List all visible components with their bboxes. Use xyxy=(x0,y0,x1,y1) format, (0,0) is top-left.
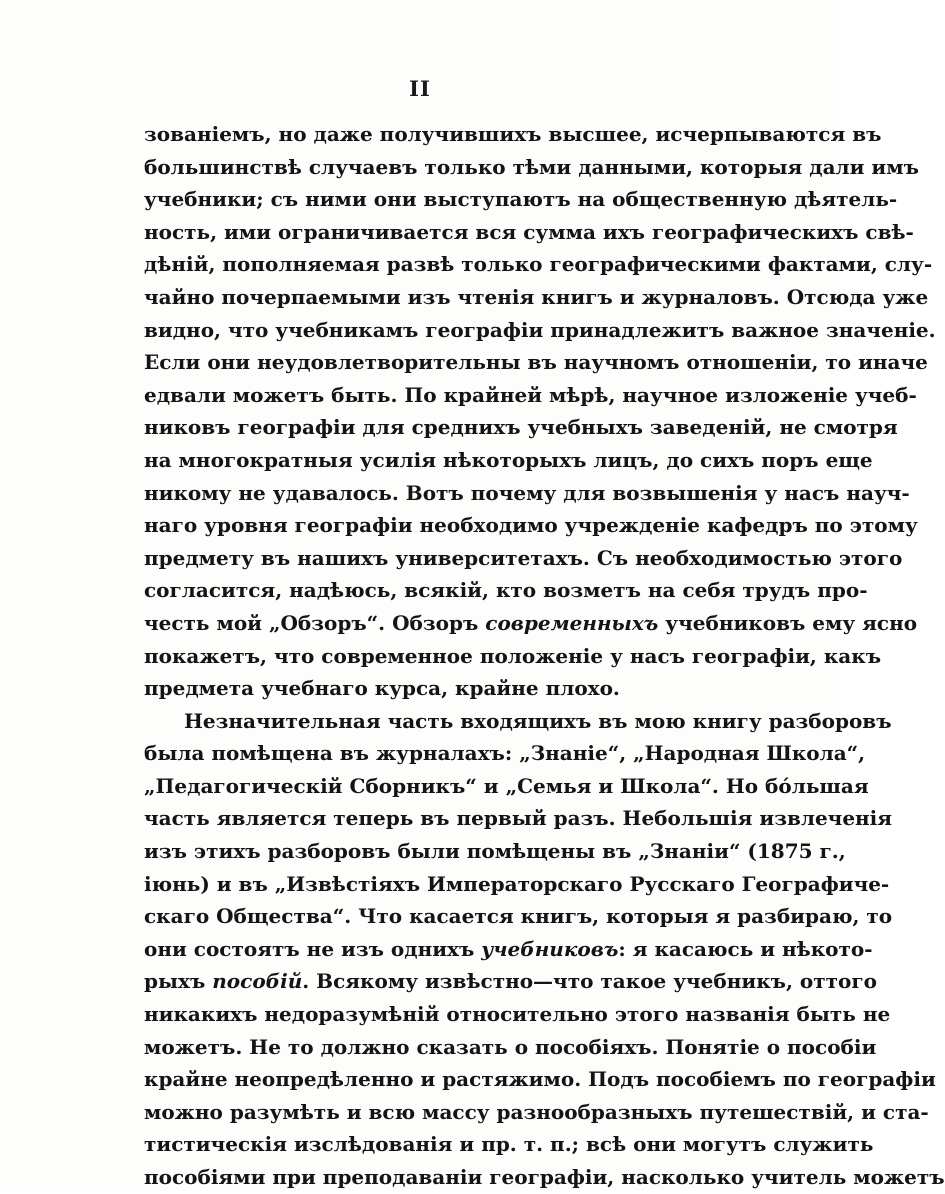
text-line xyxy=(144,1031,877,1064)
text-run: покажетъ, что современное положеніе у насъ географіи, какъ xyxy=(144,643,882,668)
text-line xyxy=(144,542,903,575)
text-run: іюнь) и въ „Извѣстіяхъ Императорскаго Русскаго Географиче- xyxy=(144,871,890,896)
text-run: крайне неопредѣленно и растяжимо. Подъ пособіемъ по географіи xyxy=(144,1067,936,1092)
text-line xyxy=(144,705,892,738)
text-run: никакихъ недоразумѣній относительно этого названія быть не xyxy=(144,1002,891,1027)
text-line xyxy=(144,1096,929,1129)
text-line xyxy=(144,1128,874,1161)
text-run: предмета учебнаго курса, крайне плохо. xyxy=(144,676,620,701)
text-run: они состоятъ не изъ однихъ xyxy=(144,936,482,961)
italic-text: пособій xyxy=(212,969,303,994)
text-line xyxy=(144,574,868,607)
text-run: на многократныя усилія нѣкоторыхъ лицъ, до сихъ поръ еще xyxy=(144,447,873,472)
text-run: честь мой „Обзоръ“. Обзоръ xyxy=(144,610,486,635)
text-run: Если они неудовлетворительны въ научномъ отношеніи, то иначе xyxy=(144,350,928,375)
text-run: . Всякому извѣстно—что такое учебникъ, оттого xyxy=(302,969,877,994)
text-line xyxy=(144,672,756,705)
text-line xyxy=(144,314,936,347)
text-run: пособіями при преподаваніи географіи, насколько учитель можетъ xyxy=(144,1165,945,1189)
text-line xyxy=(144,151,919,184)
paragraph xyxy=(144,705,945,1194)
text-line xyxy=(144,477,910,510)
text-run: тистическія изслѣдованія и пр. т. п.; всѣ они могутъ служить xyxy=(144,1132,874,1157)
text-run: никовъ географіи для среднихъ учебныхъ заведеній, не смотря xyxy=(144,415,898,440)
text-line xyxy=(144,1161,945,1194)
text-line xyxy=(144,281,929,314)
text-run: : я касаюсь и нѣкото- xyxy=(618,936,873,961)
text-run: можетъ. Не то должно сказать о пособіяхъ. Понятіе о пособіи xyxy=(144,1034,877,1059)
text-run: „Педагогическій Сборникъ“ и „Семья и Школа“. Но бо́льшая xyxy=(144,773,869,798)
text-run: учебниковъ ему ясно xyxy=(658,610,918,635)
text-line xyxy=(144,346,928,379)
text-run: рыхъ xyxy=(144,969,213,994)
text-run: никому не удавалось. Вотъ почему для возвышенія у насъ науч- xyxy=(144,480,910,505)
text-run: можно разумѣть и всю массу разнообразныхъ путешествій, и ста- xyxy=(144,1099,929,1124)
text-line xyxy=(144,900,893,933)
italic-text: современныхъ xyxy=(485,610,659,635)
text-run: ность, ими ограничивается вся сумма ихъ географическихъ свѣ- xyxy=(144,219,914,244)
text-run: учебники; съ ними они выступаютъ на общественную дѣятель- xyxy=(144,187,898,212)
text-run: предмету въ нашихъ университетахъ. Съ необходимостью этого xyxy=(144,545,903,570)
italic-text: учебниковъ xyxy=(481,936,619,961)
text-line xyxy=(144,509,918,542)
page-number: II xyxy=(409,76,431,101)
text-line xyxy=(144,802,893,835)
text-run: едвали можетъ быть. По крайней мѣрѣ, научное изложеніе учеб- xyxy=(144,382,917,407)
text-run: зованіемъ, но даже получившихъ высшее, исчерпываются въ xyxy=(144,122,882,146)
text-line xyxy=(144,737,866,770)
text-line xyxy=(144,444,873,477)
text-run: согласится, надѣюсь, всякій, кто возметъ на себя трудъ про- xyxy=(144,578,868,603)
text-line xyxy=(144,835,846,868)
text-line xyxy=(144,379,917,412)
text-line xyxy=(144,216,914,249)
text-line xyxy=(144,770,869,803)
text-line xyxy=(144,640,882,673)
text-line xyxy=(144,183,898,216)
text-line xyxy=(144,607,918,640)
text-run: Незначительная часть входящихъ въ мою книгу разборовъ xyxy=(184,708,892,733)
text-run: изъ этихъ разборовъ были помѣщены въ „Знаніи“ (1875 г., xyxy=(144,839,846,864)
body-text xyxy=(144,118,945,1194)
text-line xyxy=(144,933,873,966)
text-run: видно, что учебникамъ географіи принадлежитъ важное значеніе. xyxy=(144,317,936,342)
text-line xyxy=(144,998,891,1031)
text-run: большинствѣ случаевъ только тѣми данными, которыя дали имъ xyxy=(144,154,919,179)
text-run: наго уровня географіи необходимо учрежденіе кафедръ по этому xyxy=(144,513,918,538)
text-line xyxy=(144,868,890,901)
text-run: часть является теперь въ первый разъ. Небольшія извлеченія xyxy=(144,806,893,831)
text-run: дѣній, пополняемая развѣ только географическими фактами, слу- xyxy=(144,252,933,277)
text-line xyxy=(144,411,898,444)
text-run: скаго Общества“. Что касается книгъ, которыя я разбираю, то xyxy=(144,904,893,929)
text-line xyxy=(144,965,877,998)
text-run: была помѣщена въ журналахъ: „Знаніе“, „Народная Школа“, xyxy=(144,741,866,766)
text-line xyxy=(144,118,882,151)
paragraph xyxy=(144,118,936,705)
text-line xyxy=(144,248,933,281)
text-line xyxy=(144,1063,936,1096)
text-run: чайно почерпаемыми изъ чтенія книгъ и журналовъ. Отсюда уже xyxy=(144,284,929,309)
